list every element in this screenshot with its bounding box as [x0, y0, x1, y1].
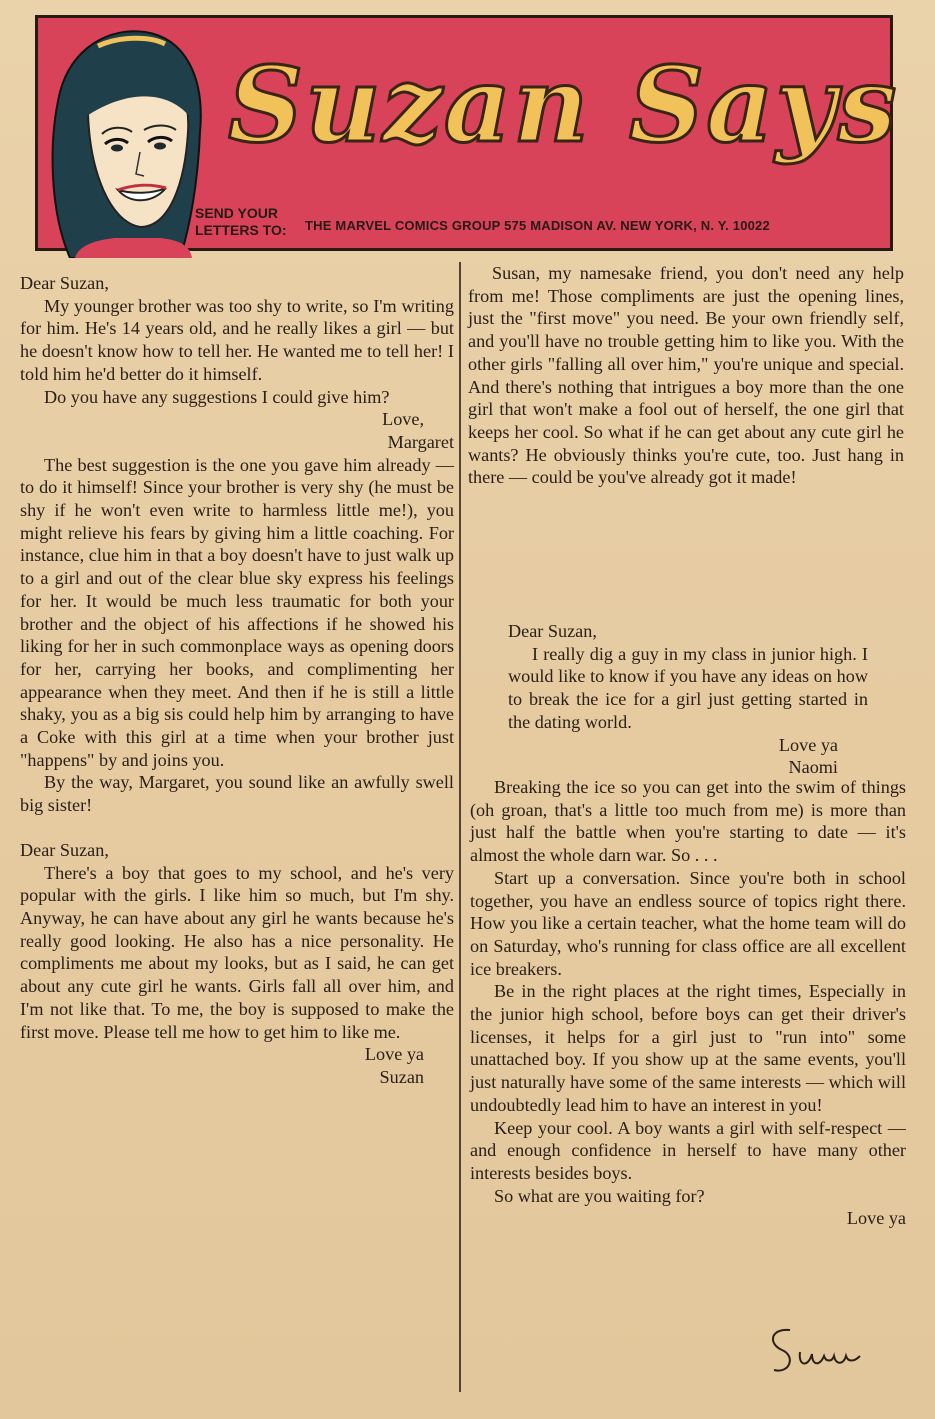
- letter-salutation: Dear Suzan,: [20, 839, 109, 860]
- letter-signoff: Margaret: [387, 431, 454, 452]
- column-divider: [459, 262, 461, 1392]
- right-column-top: [468, 262, 904, 489]
- paragraph: Do you have any suggestions I could give him?: [44, 386, 390, 407]
- paragraph: So what are you waiting for?: [494, 1185, 705, 1206]
- letter-signoff: Naomi: [788, 757, 838, 778]
- left-column: [20, 272, 454, 1089]
- paragraph: Keep your cool. A boy wants a girl with self-respect — and enough confidence in herself to have many other interests besides boys.: [470, 1117, 906, 1183]
- suzan-signature-icon: [760, 1322, 870, 1392]
- letter-salutation: Dear Suzan,: [508, 621, 597, 641]
- letter-salutation: Dear Suzan,: [20, 273, 109, 293]
- paragraph: The best suggestion is the one you gave him already — to do it himself! Since your brother is very shy (he must be shy if he won't even write to harmless little me!), you might relieve his fears by giving him a little coaching. For instance, clue him in that a boy doesn't have to just walk up to a girl and out of the clear blue sky express his feelings for her. It would be much less traumatic for both your brother and the object of his affections if he showed his liking for her in such commonplace ways as opening doors for her, carrying her books, and complimenting her appearance when they meet. And then if he is still a little shaky, you as a big sis could help him by arranging to have a Coke with this girl at a time when your brother just "happens" by and joins you.: [20, 454, 454, 770]
- paragraph: Start up a conversation. Since you're both in school together, you have an endless source of topics right there. How you like a certain teacher, what the home team will do on Saturday, who's running for class office are all excellent ice breakers.: [470, 867, 906, 979]
- paragraph: There's a boy that goes to my school, and he's very popular with the girls. I like him so much, but I'm shy. Anyway, he can have about any girl he wants because he's really good looking. He also has a nice personality. He compliments me about my looks, but as I said, he can get about any cute girl he wants. Girls fall all over him, and I'm not like that. To me, the boy is supposed to make the first move. Please tell me how to get him to like me.: [20, 862, 454, 1042]
- letter-signoff: Love,: [382, 409, 424, 430]
- send-label: SEND YOUR LETTERS TO:: [195, 205, 287, 238]
- page-title: Suzan Says: [228, 43, 899, 166]
- letter-signoff: Love ya: [846, 1208, 906, 1229]
- letter-signoff: Suzan: [379, 1066, 424, 1087]
- mailing-address: THE MARVEL COMICS GROUP 575 MADISON AV. NEW YORK, N. Y. 10022: [305, 218, 770, 233]
- letter-signoff: Love ya: [364, 1044, 424, 1065]
- paragraph: Susan, my namesake friend, you don't need any help from me! Those compliments are just the opening lines, just the "first move" you need. Be your own friendly self, and you'll have no trouble getting him to like you. With the other girls "falling all over him," you're unique and special. And there's nothing that intrigues a boy more than the one girl that won't make a fool out of herself, the one girl that keeps her cool. So what if he can get about any cute girl he wants? He obviously thinks you're cute, too. Just hang in there — could be you've already got it made!: [468, 263, 904, 488]
- paragraph-gap: [20, 817, 454, 839]
- paragraph: By the way, Margaret, you sound like an awfully swell big sister!: [20, 772, 454, 816]
- right-letter: [508, 620, 868, 779]
- letter-signoff: Love ya: [778, 734, 838, 755]
- suzan-portrait-icon: [40, 22, 210, 258]
- paragraph: My younger brother was too shy to write, so I'm writing for him. He's 14 years old, and he really likes a girl — but he doesn't know how to tell her. He wanted me to tell her! I told him he'd better do it himself.: [20, 295, 454, 384]
- paragraph: I really dig a guy in my class in junior high. I would like to know if you have any ideas on how to break the ice for a girl just getting started in the dating world.: [508, 643, 868, 732]
- paragraph: Be in the right places at the right times, Especially in the junior high school, before boys can get their driver's licenses, it helps for a girl just to "run into" some unattached boy. If you show up at the same events, you'll just naturally have some of the same interests — which will undoubtedly lead him to have an interest in you!: [470, 981, 906, 1115]
- right-column-bottom: [470, 776, 906, 1230]
- paragraph: Breaking the ice so you can get into the swim of things (oh groan, that's a little too much from me) is more than just half the battle when you're starting to date — it's almost the whole darn war. So . . .: [470, 777, 906, 866]
